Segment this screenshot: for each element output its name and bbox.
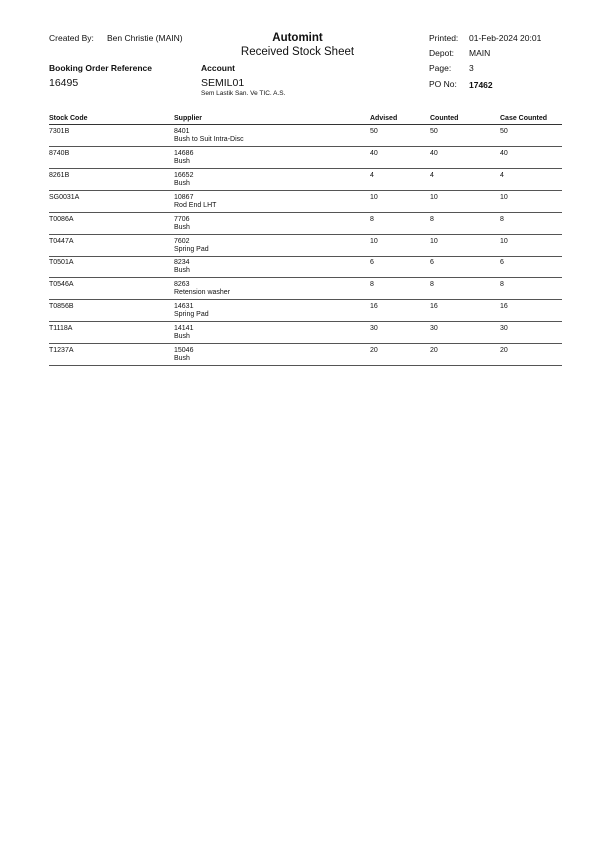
- row-divider: [49, 277, 562, 278]
- stock-code-cell: SG0031A: [49, 193, 80, 201]
- account-value: SEMIL01: [201, 77, 245, 89]
- description-cell: Spring Pad: [174, 311, 209, 319]
- stock-code-cell: T1237A: [49, 347, 74, 354]
- counted-cell: 8: [430, 215, 434, 223]
- case-counted-cell: 8: [500, 281, 504, 289]
- stock-code-cell: T0856B: [49, 303, 74, 311]
- row-divider: [49, 256, 562, 257]
- description-cell: Bush: [174, 223, 190, 231]
- counted-cell: 6: [430, 259, 434, 267]
- counted-cell: 20: [430, 347, 438, 354]
- printed-label: Printed:: [429, 33, 459, 43]
- po-value: 17462: [469, 80, 493, 90]
- counted-cell: 16: [430, 303, 438, 311]
- col-case-counted: Case Counted: [500, 115, 548, 122]
- supplier-cell: 8263: [174, 281, 190, 289]
- counted-cell: 50: [430, 128, 438, 135]
- advised-cell: 8: [370, 215, 374, 223]
- description-cell: Spring Pad: [174, 245, 209, 253]
- company-name: Automint: [272, 32, 323, 44]
- advised-cell: 4: [370, 171, 374, 179]
- supplier-cell: 8234: [174, 259, 190, 267]
- counted-cell: 30: [430, 325, 438, 333]
- booking-value: 16495: [49, 77, 79, 89]
- stock-code-cell: 7301B: [49, 128, 70, 135]
- row-divider: [49, 365, 562, 366]
- case-counted-cell: 4: [500, 171, 504, 179]
- row-divider: [49, 321, 562, 322]
- supplier-cell: 14631: [174, 303, 194, 311]
- booking-label: Booking Order Reference: [49, 63, 152, 73]
- case-counted-cell: 20: [500, 347, 508, 354]
- advised-cell: 8: [370, 281, 374, 289]
- description-cell: Bush: [174, 157, 190, 165]
- page-label: Page:: [429, 63, 452, 73]
- description-cell: Bush to Suit Intra-Disc: [174, 136, 244, 143]
- description-cell: Bush: [174, 179, 190, 187]
- col-stock-code: Stock Code: [49, 115, 88, 122]
- po-label: PO No:: [429, 79, 457, 89]
- case-counted-cell: 40: [500, 149, 508, 157]
- col-counted: Counted: [430, 115, 459, 122]
- depot-label: Depot:: [429, 48, 455, 58]
- report-title: Received Stock Sheet: [240, 46, 355, 58]
- counted-cell: 4: [430, 171, 434, 179]
- stock-code-cell: T0546A: [49, 281, 74, 289]
- case-counted-cell: 16: [500, 303, 508, 311]
- description-cell: Bush: [174, 333, 190, 341]
- supplier-cell: 8401: [174, 128, 190, 135]
- col-advised: Advised: [370, 115, 398, 122]
- page-value: 3: [469, 63, 474, 73]
- depot-value: MAIN: [469, 48, 491, 58]
- stock-code-cell: T0501A: [49, 259, 74, 267]
- supplier-cell: 16652: [174, 171, 194, 179]
- description-cell: Retension washer: [174, 289, 231, 297]
- header-rule: [49, 124, 562, 125]
- supplier-cell: 14141: [174, 325, 194, 333]
- advised-cell: 40: [370, 149, 378, 157]
- printed-value: 01-Feb-2024 20:01: [469, 33, 542, 43]
- row-divider: [49, 212, 562, 213]
- counted-cell: 10: [430, 193, 438, 201]
- row-divider: [49, 146, 562, 147]
- counted-cell: 10: [430, 237, 438, 245]
- stock-code-cell: T1118A: [49, 325, 73, 333]
- case-counted-cell: 8: [500, 215, 504, 223]
- advised-cell: 10: [370, 237, 378, 245]
- row-divider: [49, 190, 562, 191]
- case-counted-cell: 50: [500, 128, 508, 135]
- case-counted-cell: 30: [500, 325, 508, 333]
- counted-cell: 40: [430, 149, 438, 157]
- stock-code-cell: 8740B: [49, 149, 70, 157]
- advised-cell: 20: [370, 347, 378, 354]
- account-name: Sem Lastik San. Ve TIC. A.S.: [201, 90, 286, 97]
- advised-cell: 16: [370, 303, 378, 311]
- advised-cell: 50: [370, 128, 378, 135]
- supplier-cell: 7706: [174, 215, 190, 223]
- row-divider: [49, 343, 562, 344]
- description-cell: Bush: [174, 267, 190, 275]
- case-counted-cell: 10: [500, 193, 508, 201]
- case-counted-cell: 10: [500, 237, 508, 245]
- stock-code-cell: T0447A: [49, 237, 74, 245]
- counted-cell: 8: [430, 281, 434, 289]
- row-divider: [49, 234, 562, 235]
- case-counted-cell: 6: [500, 259, 504, 267]
- supplier-cell: 14686: [174, 149, 194, 157]
- stock-code-cell: T0086A: [49, 215, 74, 223]
- created-by-label: Created By:: [49, 33, 94, 43]
- advised-cell: 10: [370, 193, 378, 201]
- created-by-value: Ben Christie (MAIN): [107, 33, 183, 43]
- col-supplier: Supplier: [174, 115, 203, 122]
- advised-cell: 30: [370, 325, 378, 333]
- supplier-cell: 10867: [174, 193, 194, 201]
- description-cell: Bush: [174, 355, 190, 362]
- supplier-cell: 7602: [174, 237, 190, 245]
- advised-cell: 6: [370, 259, 374, 267]
- row-divider: [49, 168, 562, 169]
- stock-code-cell: 8261B: [49, 171, 70, 179]
- row-divider: [49, 299, 562, 300]
- description-cell: Rod End LHT: [174, 201, 217, 209]
- supplier-cell: 15046: [174, 347, 194, 354]
- account-label: Account: [201, 63, 235, 73]
